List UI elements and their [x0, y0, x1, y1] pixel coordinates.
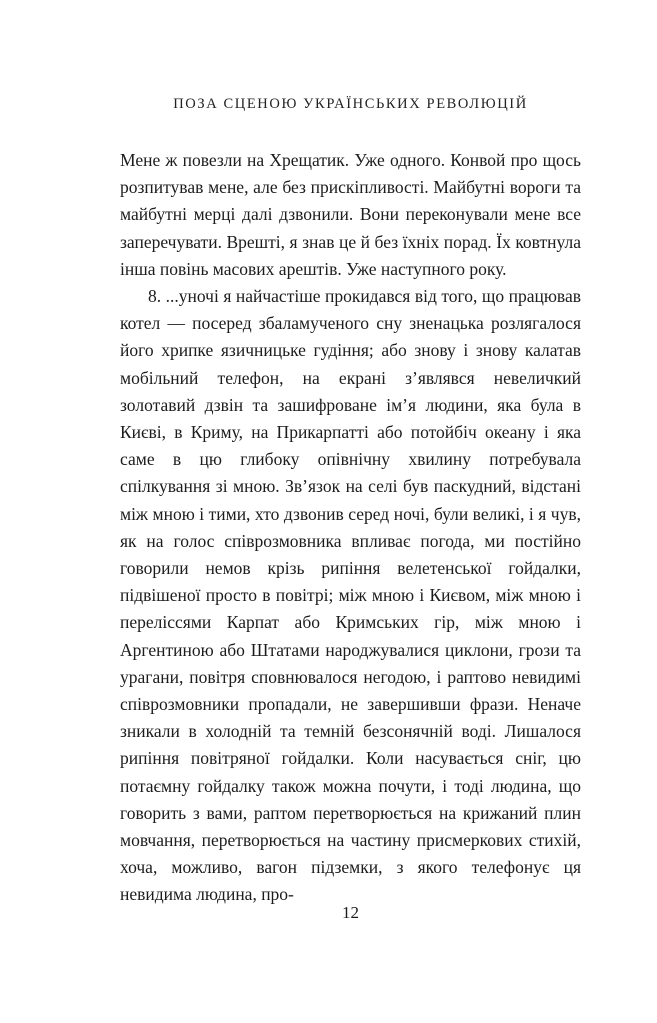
page-number: 12	[342, 903, 359, 922]
paragraph-section-8: 8. ...уночі я найчастіше прокидався від того, що працював котел — посеред збаламученого сну зненацька розлягалося його хрипке язичницьке гудіння; або знову і знову калатав мобільний телефон, на екрані з’являвся невеличкий золотавий дзвін та зашифроване ім’я людини, яка була в Києві, в Криму, на Прикарпатті або потойбіч океану і яка саме в цю глибоку опівнічну хвилину потребувала спілкування зі мною. Зв’язок на селі був паскудний, відстані між мною і тими, хто дзвонив серед ночі, були великі, і я чув, як на голос співрозмовника впливає погода, ми постійно говорили немов крізь рипіння велетенської гойдалки, підвішеної просто в повітрі; між мною і Києвом, між мною і переліссями Карпат або Кримських гір, між мною і Аргентиною або Штатами народжувалися циклони, грози та урагани, повітря сповнювалося негодою, і раптово невидимі співрозмовники пропадали, не завершивши фрази. Неначе зникали в холодній та темній безсонячній воді. Лишалося рипіння повітряної гойдалки. Коли насувається сніг, цю потаємну гойдалку також можна почути, і тоді людина, що говорить з вами, раптом перетворюється на крижаний плин мовчання, перетворюється на частину присмеркових стихій, хоча, можливо, вагон підземки, з якого телефонує ця невидима людина, про-	[120, 286, 581, 905]
page-body	[120, 147, 581, 909]
paragraph-continuation: Мене ж повезли на Хрещатик. Уже одного. Конвой про щось розпитував мене, але без прискіпливості. Майбутні вороги та майбутні мерці далі дзвонили. Вони переконували мене все заперечувати. Врешті, я знав це й без їхніх порад. Їх ковтнула інша повінь масових арештів. Уже наступного року.	[120, 150, 581, 279]
running-header: ПОЗА СЦЕНОЮ УКРАЇНСЬКИХ РЕВОЛЮЦІЙ	[173, 96, 528, 112]
